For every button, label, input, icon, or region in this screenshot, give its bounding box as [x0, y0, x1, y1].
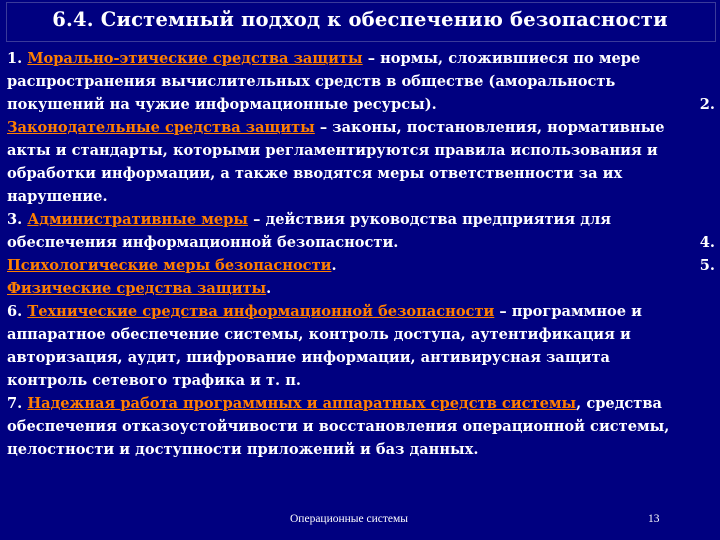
- line-text: [7, 438, 478, 461]
- body-line: [7, 208, 715, 231]
- highlighted-term: Технические средства информационной безопасности: [27, 303, 495, 320]
- body-line: [7, 369, 715, 392]
- line-text: [7, 415, 669, 438]
- line-segment: обработки информации, а также вводятся меры ответственности за их: [7, 165, 623, 182]
- body-line: [7, 231, 715, 254]
- line-text: [7, 47, 640, 70]
- line-segment: контроль сетевого трафика и т. п.: [7, 372, 301, 389]
- footer-label: Операционные системы: [290, 513, 408, 525]
- item-number: 5.: [699, 257, 715, 274]
- slide-title: 6.4. Системный подход к обеспечению безопасности: [52, 8, 668, 31]
- line-segment: – действия руководства предприятия для: [248, 211, 612, 228]
- line-segment: распространения вычислительных средств в обществе (аморальность: [7, 73, 616, 90]
- line-segment: – законы, постановления, нормативные: [314, 119, 665, 136]
- line-segment: покушений на чужие информационные ресурсы).: [7, 96, 437, 113]
- body-line: [7, 93, 715, 116]
- line-text: [7, 346, 610, 369]
- slide-body: [7, 47, 715, 461]
- line-segment: 1.: [7, 50, 28, 67]
- line-segment: аппаратное обеспечение системы, контроль доступа, аутентификация и: [7, 326, 631, 343]
- body-line: [7, 162, 715, 185]
- line-text: [7, 139, 658, 162]
- item-number: 4.: [699, 234, 715, 251]
- body-line: [7, 392, 715, 415]
- line-segment: .: [331, 257, 337, 274]
- line-segment: акты и стандарты, которыми регламентируются правила использования и: [7, 142, 658, 159]
- line-text: [7, 254, 337, 277]
- body-line: [7, 346, 715, 369]
- body-line: [7, 415, 715, 438]
- highlighted-term: Физические средства защиты: [7, 280, 267, 297]
- body-line: [7, 277, 715, 300]
- line-segment: .: [266, 280, 272, 297]
- body-line: [7, 254, 715, 277]
- body-line: [7, 438, 715, 461]
- line-text: [7, 70, 615, 93]
- line-text: [7, 185, 108, 208]
- body-line: [7, 139, 715, 162]
- line-segment: , средства: [576, 395, 662, 412]
- line-text: [7, 93, 437, 116]
- body-line: [7, 70, 715, 93]
- line-segment: 3.: [7, 211, 28, 228]
- line-segment: целостности и доступности приложений и баз данных.: [7, 441, 479, 458]
- highlighted-term: Морально-этические средства защиты: [27, 50, 363, 67]
- line-text: [7, 231, 398, 254]
- highlighted-term: Законодательные средства защиты: [7, 119, 315, 136]
- page-number: 13: [648, 513, 660, 525]
- line-segment: 7.: [7, 395, 28, 412]
- line-segment: авторизация, аудит, шифрование информации, антивирусная защита: [7, 349, 610, 366]
- highlighted-term: Психологические меры безопасности: [7, 257, 332, 274]
- line-segment: нарушение.: [7, 188, 108, 205]
- line-text: [7, 392, 662, 415]
- line-text: [7, 208, 611, 231]
- line-text: [7, 162, 622, 185]
- line-text: [7, 116, 665, 139]
- line-text: [7, 277, 271, 300]
- line-text: [7, 369, 301, 392]
- body-line: [7, 323, 715, 346]
- body-line: [7, 185, 715, 208]
- line-segment: обеспечения отказоустойчивости и восстановления операционной системы,: [7, 418, 670, 435]
- body-line: [7, 300, 715, 323]
- line-text: [7, 323, 631, 346]
- line-segment: 6.: [7, 303, 28, 320]
- body-line: [7, 47, 715, 70]
- line-segment: – нормы, сложившиеся по мере: [362, 50, 641, 67]
- highlighted-term: Надежная работа программных и аппаратных средств системы: [27, 395, 577, 412]
- line-segment: обеспечения информационной безопасности.: [7, 234, 399, 251]
- item-number: 2.: [699, 96, 715, 113]
- line-text: [7, 300, 642, 323]
- body-line: [7, 116, 715, 139]
- line-segment: – программное и: [494, 303, 642, 320]
- highlighted-term: Административные меры: [27, 211, 249, 228]
